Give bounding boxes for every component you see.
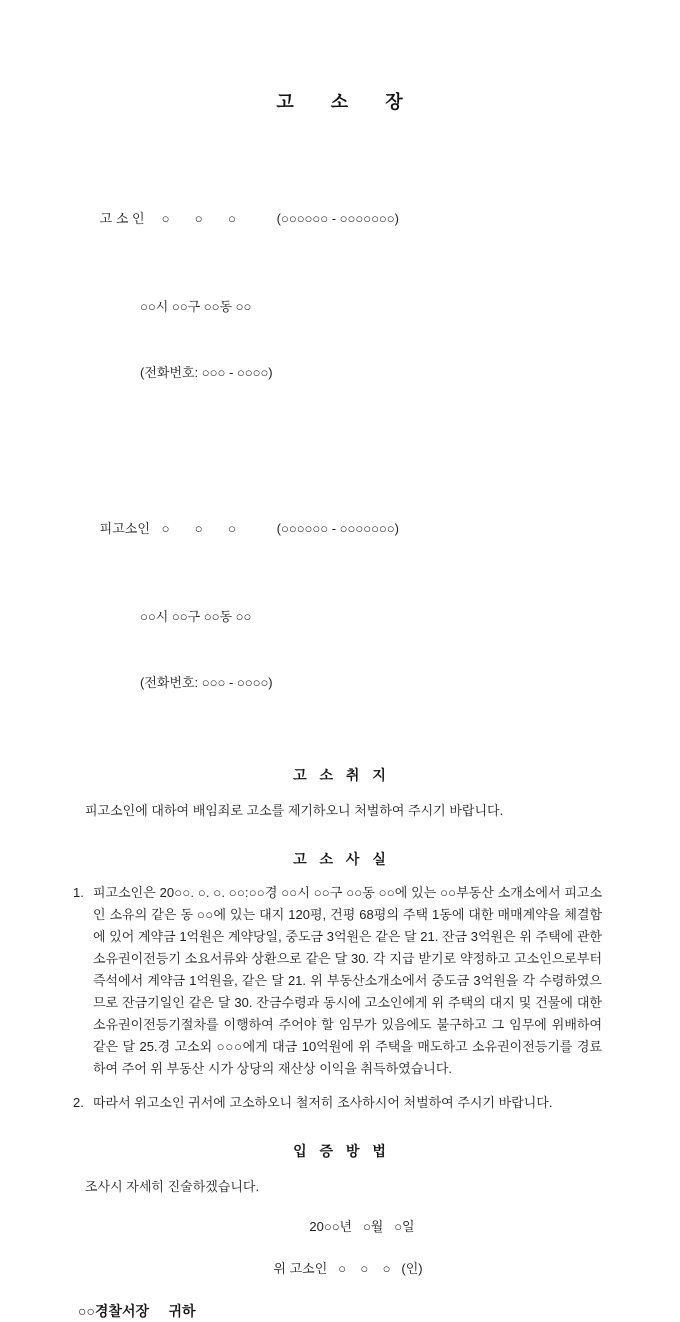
complainant-name: ○ ○ ○ — [161, 211, 236, 226]
fact-2-number: 2. — [73, 1095, 84, 1110]
accused-address: ○○시 ○○구 ○○동 ○○ — [140, 609, 252, 624]
fact-1-text: 피고소인은 20○○. ○. ○. ○○:○○경 ○○시 ○○구 ○○동 ○○에 있는 ○○부동산 소개소에서 피고소인 소유의 같은 동 ○○에 있는 대지 120평, 건평 68평의 주택 1동에 대한 매매계약을 체결함에 있어 계약금 1억원은 계약당일, 중도금 3억원은 같은 달 21. 잔금 3억원은 위 주택에 관한 소유권이전등기 소요서류와 상환으로 같은 달 30. 각 지급 받기로 약정하고 고소인으로부터 즉석에서 계약금 1억원을, 같은 달 21. 위 부동산소개소에서 중도금 3억원을 각 수령하였으므로 잔금기일인 같은 달 30. 잔금수령과 동시에 고소인에게 위 주택의 대지 및 건물에 대한 소유권이전등기절차를 이행하여 주어야 할 임무가 있음에도 불구하고 그 임무에 위배하여 같은 달 25.경 고소외 ○○○에게 대금 10억원에 위 주택을 매도하고 소유권이전등기를 경료하여 주어 위 부동산 시가 상당의 재산상 이익을 취득하였습니다. — [93, 885, 602, 1076]
complainant-phone: (전화번호: ○○○ - ○○○○) — [140, 365, 273, 380]
complainant-reg-no: (○○○○○○ - ○○○○○○○) — [276, 211, 399, 226]
accused-phone: (전화번호: ○○○ - ○○○○) — [140, 675, 273, 690]
date-line: 20○○년 ○월 ○일 — [309, 1219, 415, 1234]
evidence-heading: 입 증 방 법 — [293, 1143, 387, 1159]
recipient-line: ○○경찰서장 귀하 — [78, 1303, 196, 1319]
signature-line: 위 고소인 ○ ○ ○ (인) — [273, 1261, 423, 1276]
fact-1-number: 1. — [73, 885, 84, 900]
accused-label: 피고소인 — [99, 521, 150, 536]
accused-reg-no: (○○○○○○ - ○○○○○○○) — [276, 521, 399, 536]
fact-item-1 — [73, 882, 602, 1080]
accused-block — [78, 452, 602, 738]
facts-heading: 고 소 사 실 — [293, 851, 387, 867]
complainant-block — [78, 142, 602, 428]
complainant-address: ○○시 ○○구 ○○동 ○○ — [140, 299, 252, 314]
complainant-name-line — [78, 186, 602, 252]
facts-list — [73, 882, 602, 1114]
fact-2-text: 따라서 위고소인 귀서에 고소하오니 철저히 조사하시어 처벌하여 주시기 바랍니다. — [93, 1095, 553, 1110]
evidence-text: 조사시 자세히 진술하겠습니다. — [85, 1179, 260, 1194]
accused-name: ○ ○ ○ — [161, 521, 236, 536]
fact-item-2 — [73, 1092, 602, 1114]
accused-name-line — [78, 496, 602, 562]
complainant-label: 고 소 인 — [99, 211, 145, 226]
purpose-heading: 고 소 취 지 — [293, 767, 387, 783]
document-title: 고 소 장 — [276, 92, 404, 112]
purpose-text: 피고소인에 대하여 배임죄로 고소를 제기하오니 처벌하여 주시기 바랍니다. — [85, 803, 504, 818]
